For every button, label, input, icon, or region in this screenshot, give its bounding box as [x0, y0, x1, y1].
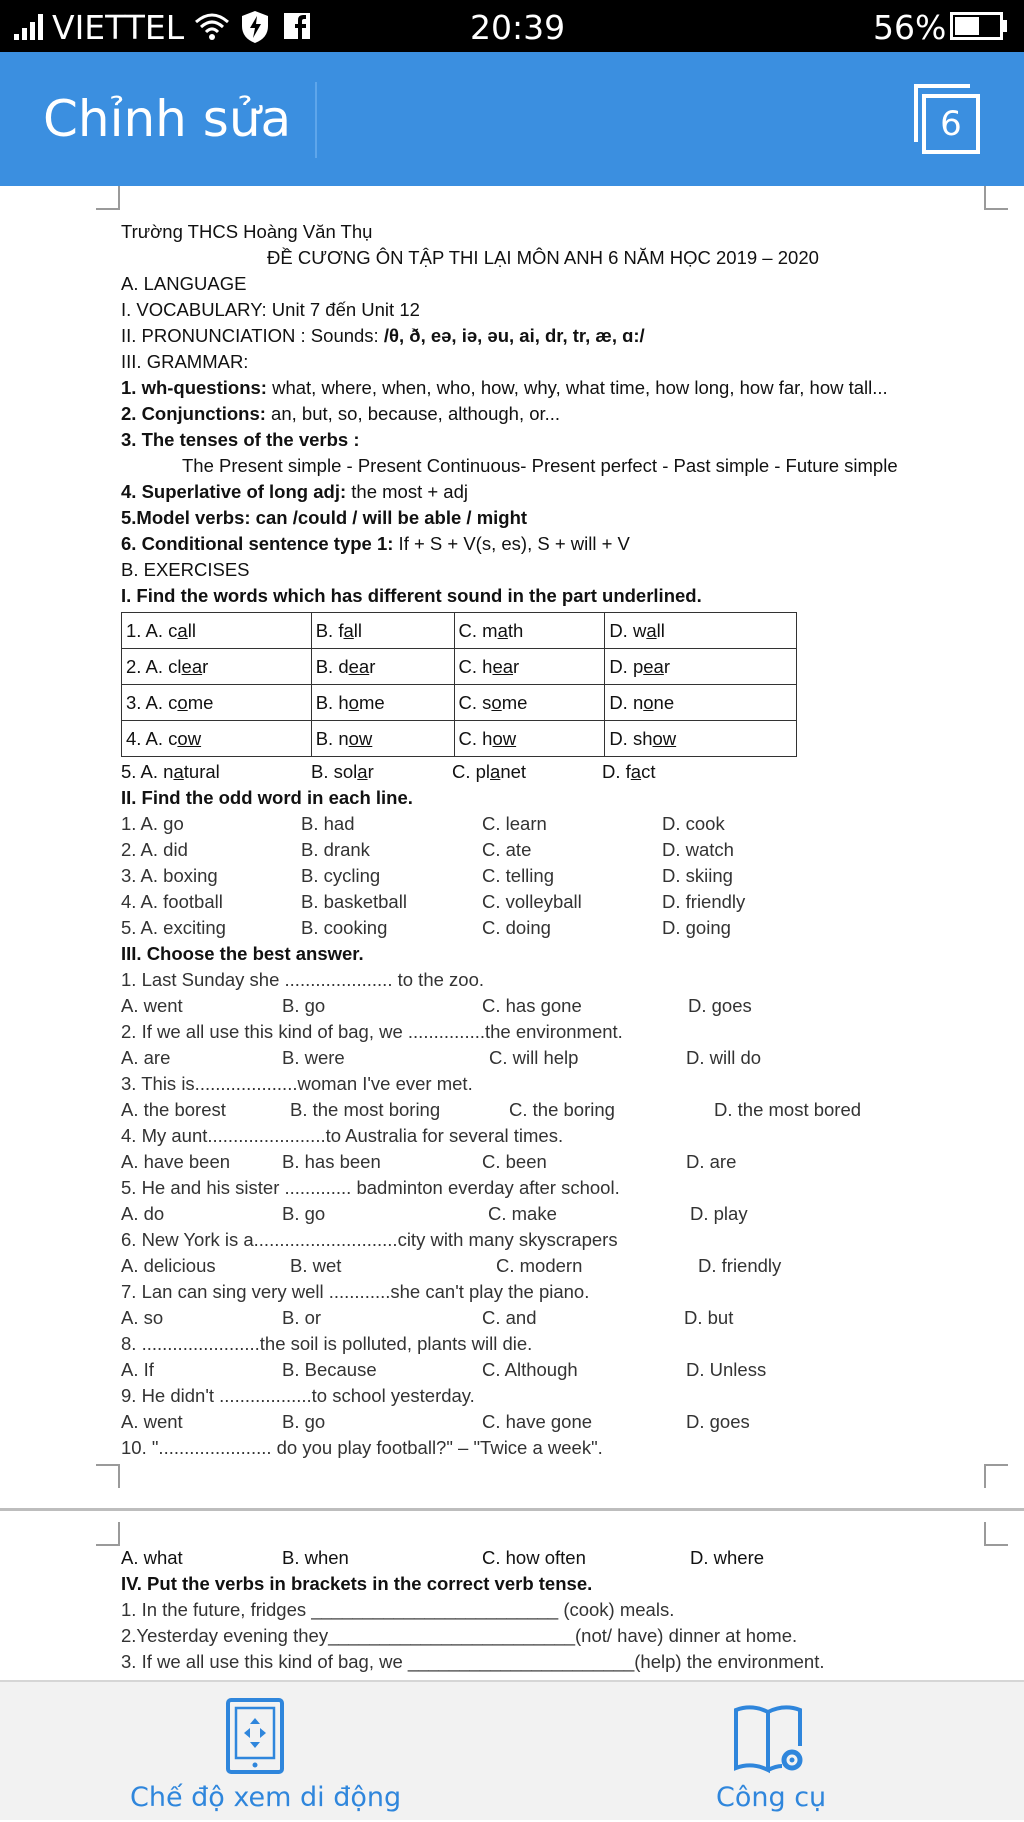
table-row: [122, 649, 797, 685]
word-option: D. show: [609, 727, 677, 749]
table-cell: [122, 649, 312, 685]
answer-option: D. the most bored: [714, 1099, 862, 1120]
answer-option: D. where: [690, 1547, 765, 1568]
table-cell: [454, 649, 605, 685]
grammar-item: 5.Model verbs: can /could / will be able / might: [121, 507, 528, 528]
answer-option: B. go: [282, 1411, 326, 1432]
word-option: C. some: [458, 691, 528, 713]
word-text: D. fact: [602, 761, 656, 782]
mobile-view-button[interactable]: [110, 1682, 400, 1822]
vocab-line: I. VOCABULARY: Unit 7 đến Unit 12: [121, 299, 420, 320]
odd-word-option: C. volleyball: [482, 891, 582, 912]
page-count: 6: [922, 94, 980, 154]
answer-option: C. Although: [482, 1359, 578, 1380]
odd-word-option: C. ate: [482, 839, 532, 860]
answer-option: C. have gone: [482, 1411, 593, 1432]
answer-option: D. will do: [686, 1047, 762, 1068]
answer-option: B. or: [282, 1307, 322, 1328]
answer-option: D. goes: [686, 1411, 750, 1432]
odd-word-option: B. drank: [301, 839, 370, 860]
table-cell: [454, 613, 605, 649]
battery-percent: 56%: [873, 8, 947, 47]
question-text: 2. If we all use this kind of bag, we ...............the environment.: [121, 1021, 623, 1042]
odd-word-option: 5. A. exciting: [121, 917, 226, 938]
page-corner-mark: [984, 1464, 1008, 1488]
answer-option: C. make: [488, 1203, 557, 1224]
exercise-title: II. Find the odd word in each line.: [121, 787, 413, 808]
word-option: [311, 761, 374, 783]
page-corner-mark: [96, 1522, 120, 1546]
answer-option: B. go: [282, 1203, 326, 1224]
clock: 20:39: [470, 8, 566, 47]
section-b: B. EXERCISES: [121, 559, 250, 580]
table-cell: [605, 721, 797, 757]
answer-option: C. will help: [489, 1047, 579, 1068]
grammar-item: The Present simple - Present Continuous- Present perfect - Past simple - Future simple: [182, 455, 898, 476]
answer-option: B. has been: [282, 1151, 381, 1172]
section-a: A. LANGUAGE: [121, 273, 247, 294]
table-row: [122, 613, 797, 649]
answer-option: D. friendly: [698, 1255, 782, 1276]
answer-option: D. goes: [688, 995, 752, 1016]
word-option: B. home: [315, 691, 385, 713]
table-cell: [122, 613, 312, 649]
question-text: 6. New York is a............................city with many skyscrapers: [121, 1229, 618, 1250]
mobile-view-label: Chế độ xem di động: [130, 1782, 402, 1813]
answer-option: B. Because: [282, 1359, 377, 1380]
page-title: Chỉnh sửa: [43, 90, 292, 148]
odd-word-option: D. friendly: [662, 891, 746, 912]
shield-icon: [240, 10, 270, 44]
word-option: B. fall: [315, 619, 363, 641]
fill-in-line: 2.Yesterday evening they________________________(not/ have) dinner at home.: [121, 1625, 798, 1646]
table-row: [122, 685, 797, 721]
word-option: [121, 761, 220, 783]
battery-icon: [950, 12, 1008, 40]
odd-word-option: 4. A. football: [121, 891, 223, 912]
answer-option: A. so: [121, 1307, 164, 1328]
page-count-button[interactable]: [914, 84, 980, 154]
question-text: 10. "...................... do you play football?" – "Twice a week".: [121, 1437, 603, 1458]
doc-heading: ĐỀ CƯƠNG ÔN TẬP THI LẠI MÔN ANH 6 NĂM HỌC 2019 – 2020: [267, 247, 819, 268]
grammar-item: 6. Conditional sentence type 1: If + S + V(s, es), S + will + V: [121, 533, 630, 554]
exercise-title: I. Find the words which has different sound in the part underlined.: [121, 585, 702, 606]
answer-option: B. were: [282, 1047, 345, 1068]
word-option: C. hear: [458, 655, 520, 677]
answer-option: B. when: [282, 1547, 349, 1568]
answer-option: B. the most boring: [290, 1099, 441, 1120]
answer-option: A. what: [121, 1547, 183, 1568]
word-option: C. math: [458, 619, 524, 641]
question-text: 9. He didn't ..................to school yesterday.: [121, 1385, 475, 1406]
word-option: B. now: [315, 727, 373, 749]
odd-word-option: C. doing: [482, 917, 551, 938]
odd-word-option: D. cook: [662, 813, 725, 834]
table-cell: [605, 649, 797, 685]
odd-word-option: D. watch: [662, 839, 734, 860]
tools-book-icon: [732, 1702, 806, 1774]
fill-in-line: 1. In the future, fridges ________________________ (cook) meals.: [121, 1599, 675, 1620]
word-option: 2. A. clear: [126, 655, 209, 677]
word-option: D. pear: [609, 655, 670, 677]
word-option: D. wall: [609, 619, 665, 641]
page-corner-mark: [984, 1522, 1008, 1546]
odd-word-option: B. had: [301, 813, 355, 834]
exercise-title: IV. Put the verbs in brackets in the correct verb tense.: [121, 1573, 593, 1594]
answer-option: D. are: [686, 1151, 737, 1172]
table-cell: [605, 613, 797, 649]
odd-word-option: C. telling: [482, 865, 554, 886]
tools-button[interactable]: [700, 1682, 850, 1822]
table-cell: [311, 685, 454, 721]
answer-option: A. went: [121, 995, 183, 1016]
odd-word-option: D. going: [662, 917, 731, 938]
question-text: 3. This is....................woman I've ever met.: [121, 1073, 473, 1094]
word-text: B. solar: [311, 761, 374, 782]
fill-in-line: 3. If we all use this kind of bag, we ______________________(help) the environment.: [121, 1651, 825, 1672]
question-text: 1. Last Sunday she ..................... to the zoo.: [121, 969, 484, 990]
answer-option: A. have been: [121, 1151, 231, 1172]
carrier-name: VIETTEL: [52, 8, 185, 47]
signal-icon: [14, 14, 50, 40]
grammar-item: 1. wh-questions: what, where, when, who, how, why, what time, how long, how far, how tall...: [121, 377, 888, 398]
word-option: [452, 761, 526, 783]
page-corner-mark: [984, 186, 1008, 210]
table-cell: [605, 685, 797, 721]
bottom-toolbar: [0, 1680, 1024, 1820]
answer-option: A. If: [121, 1359, 154, 1380]
word-text: C. planet: [452, 761, 527, 782]
question-text: 8. .......................the soil is polluted, plants will die.: [121, 1333, 533, 1354]
answer-option: D. but: [684, 1307, 734, 1328]
odd-word-option: 1. A. go: [121, 813, 184, 834]
word-option: [602, 761, 655, 783]
table-cell: [454, 721, 605, 757]
page-separator: [0, 1508, 1024, 1511]
word-option: 1. A. call: [126, 619, 196, 641]
odd-word-option: D. skiing: [662, 865, 733, 886]
exercise-title: III. Choose the best answer.: [121, 943, 364, 964]
app-bar: [0, 52, 1024, 186]
word-option: C. how: [458, 727, 517, 749]
answer-option: D. play: [690, 1203, 748, 1224]
answer-option: A. are: [121, 1047, 171, 1068]
mobile-view-icon: [226, 1698, 284, 1774]
table-cell: [311, 613, 454, 649]
answer-option: A. went: [121, 1411, 183, 1432]
pronunciation-line: II. PRONUNCIATION : Sounds: /θ, ð, eə, iə, əu, ai, dr, tr, æ, ɑ:/: [121, 325, 645, 346]
odd-word-option: B. cycling: [301, 865, 381, 886]
odd-word-option: 2. A. did: [121, 839, 188, 860]
grammar-item: 2. Conjunctions: an, but, so, because, although, or...: [121, 403, 561, 424]
odd-word-option: C. learn: [482, 813, 547, 834]
answer-option: B. go: [282, 995, 326, 1016]
page-corner-mark: [96, 186, 120, 210]
word-option: 3. A. come: [126, 691, 214, 713]
answer-option: B. wet: [290, 1255, 342, 1276]
word-option: 4. A. cow: [126, 727, 202, 749]
answer-option: A. the borest: [121, 1099, 226, 1120]
divider: [315, 82, 317, 158]
grammar-item: 3. The tenses of the verbs :: [121, 429, 360, 450]
answer-option: C. the boring: [509, 1099, 615, 1120]
answer-option: A. delicious: [121, 1255, 216, 1276]
answer-option: C. and: [482, 1307, 537, 1328]
odd-word-option: B. basketball: [301, 891, 407, 912]
status-bar: [0, 0, 1024, 52]
table-cell: [311, 649, 454, 685]
question-text: 4. My aunt.......................to Australia for several times.: [121, 1125, 564, 1146]
table-row: [122, 721, 797, 757]
facebook-icon: [284, 13, 310, 39]
sound-table: [121, 612, 797, 757]
word-text: 5. A. natural: [121, 761, 220, 782]
page-corner-mark: [96, 1464, 120, 1488]
question-text: 5. He and his sister ............. badminton everday after school.: [121, 1177, 620, 1198]
answer-option: D. Unless: [686, 1359, 767, 1380]
grammar-item: 4. Superlative of long adj: the most + adj: [121, 481, 468, 502]
odd-word-option: B. cooking: [301, 917, 388, 938]
answer-option: C. has gone: [482, 995, 582, 1016]
question-text: 7. Lan can sing very well ............she can't play the piano.: [121, 1281, 590, 1302]
answer-option: A. do: [121, 1203, 165, 1224]
grammar-heading: III. GRAMMAR:: [121, 351, 249, 372]
wifi-icon: [194, 12, 230, 40]
table-cell: [454, 685, 605, 721]
word-option: B. dear: [315, 655, 376, 677]
tools-label: Công cụ: [716, 1782, 827, 1813]
answer-option: C. modern: [496, 1255, 583, 1276]
answer-option: C. been: [482, 1151, 547, 1172]
answer-option: C. how often: [482, 1547, 586, 1568]
school-name: Trường THCS Hoàng Văn Thụ: [121, 221, 373, 242]
table-cell: [122, 685, 312, 721]
odd-word-option: 3. A. boxing: [121, 865, 218, 886]
word-option: D. none: [609, 691, 675, 713]
table-cell: [122, 721, 312, 757]
table-cell: [311, 721, 454, 757]
document-view[interactable]: [0, 186, 1024, 1680]
